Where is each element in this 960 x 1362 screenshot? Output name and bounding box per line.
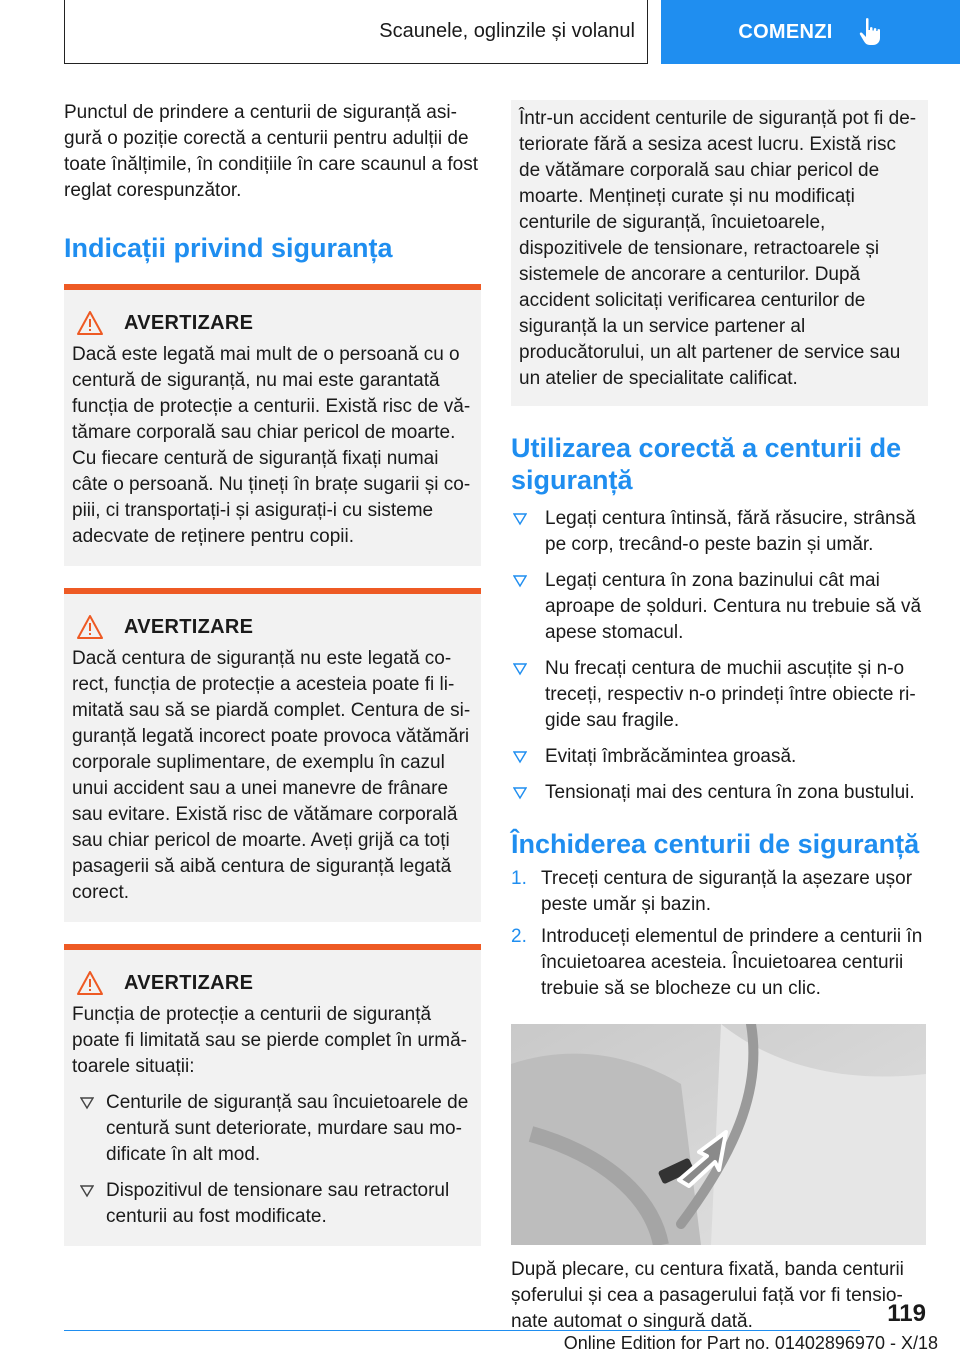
warning-triangle-icon <box>76 614 104 640</box>
warning-title: AVERTIZARE <box>124 311 254 334</box>
list-item-text: Nu frecați centura de muchii ascuțite și n-o treceți, respectiv n-o prindeți între obiecte rigide sau fragile. <box>545 658 916 731</box>
step-text: Introduceți elementul de prindere a centurii în încuietoarea acesteia. Încuietoarea centurii trebuie să se blocheze cu un clic. <box>541 926 923 999</box>
step-item <box>511 924 928 1002</box>
list-item-text: Dispozitivul de tensionare sau retractorul centurii au fost modificate. <box>106 1180 450 1227</box>
section-title-safety: Indicații privind siguranța <box>64 233 393 263</box>
list-item <box>511 656 928 734</box>
list-item <box>511 506 928 558</box>
section-title-fastening: Închiderea centurii de siguranță <box>511 829 920 859</box>
warning-box-2 <box>64 588 481 922</box>
step-text: Treceți centura de siguranță la așezare ușor peste umăr și bazin. <box>541 868 913 915</box>
list-item <box>72 1178 473 1230</box>
section-title-correct-use: Utilizarea corectă a centurii de siguranță <box>511 433 902 495</box>
warning-header <box>72 308 473 338</box>
triangle-bullet-icon <box>513 574 527 588</box>
list-item <box>72 1090 473 1168</box>
left-column <box>64 100 481 1246</box>
intro-paragraph: Punctul de prindere a centurii de siguranță asigură o poziție corectă a centurii pentru adulții de toate înălțimile, în condițiile în care scaunul a fost reglat corespunzător. <box>64 102 479 201</box>
triangle-bullet-icon <box>513 750 527 764</box>
list-item-text: Tensionați mai des centura în zona bustului. <box>545 782 915 803</box>
warning-title: AVERTIZARE <box>124 971 254 994</box>
warning-text: Dacă este legată mai mult de o persoană cu o centură de siguranță, nu mai este garantată funcția de protecție a centurii. Există risc de vătămare corporală sau chiar pericol de moarte. Cu fiecare centură de siguranță fixați numai câte o persoană. Nu țineți în brațe sugarii și copiii, ci transportați-i și asigurați-i cu sisteme adecvate de reținere pentru copii. <box>72 344 471 547</box>
warning-continued-text: Într-un accident centurile de siguranță pot fi deteriorate fără a sesiza acest lucru. Există risc de vătămare corporală sau chiar pericol de moarte. Mențineți curate și nu modificați centurile de siguranță, încuietoarele, dispozitivele de tensionare, retractoarele și sistemele de ancorare a centurilor. După accident solicitați verificarea centurilor de siguranță la un service partener al producătorului, un alt partener de service sau un atelier de specialitate calificat. <box>519 108 917 389</box>
step-item <box>511 866 928 918</box>
list-item <box>511 568 928 646</box>
after-photo-text: După plecare, cu centura fixată, banda centurii șoferului și cea a pasagerului față vor fi tensionate automat o singură dată. <box>511 1259 904 1332</box>
warning-box-3 <box>64 944 481 1246</box>
triangle-bullet-icon <box>513 512 527 526</box>
warning-header <box>72 968 473 998</box>
seatbelt-buckle-photo <box>511 1024 926 1245</box>
warning-text: Funcția de protecție a centurii de siguranță poate fi limitată sau se pierde complet în următoarele situații: <box>72 1004 467 1077</box>
page-number: 119 <box>887 1300 926 1327</box>
step-number: 1. <box>511 868 527 889</box>
warning-triangle-icon <box>76 970 104 996</box>
warning-box-1 <box>64 284 481 566</box>
list-item <box>511 780 928 806</box>
warning-header <box>72 612 473 642</box>
correct-use-list <box>511 506 928 806</box>
list-item <box>511 744 928 770</box>
step-number: 2. <box>511 926 527 947</box>
triangle-bullet-icon <box>513 662 527 676</box>
section-tab-label: COMENZI <box>738 20 833 43</box>
list-item-text: Legați centura în zona bazinului cât mai aproape de șolduri. Centura nu trebuie să vă apese stomacul. <box>545 570 922 643</box>
section-tab-comenzi[interactable] <box>661 0 960 64</box>
footer-divider <box>64 1330 860 1331</box>
warning-triangle-icon <box>76 310 104 336</box>
triangle-bullet-icon <box>80 1096 94 1110</box>
list-item-text: Centurile de siguranță sau încuietoarele de centură sunt deteriorate, murdare sau modificate în alt mod. <box>106 1092 469 1165</box>
chapter-header <box>64 0 648 64</box>
fastening-steps <box>511 866 928 1002</box>
warning-list <box>72 1090 473 1230</box>
warning-title: AVERTIZARE <box>124 615 254 638</box>
triangle-bullet-icon <box>513 786 527 800</box>
warning-continued-box <box>511 100 928 406</box>
chapter-title: Scaunele, oglinzile și volanul <box>379 20 635 42</box>
triangle-bullet-icon <box>80 1184 94 1198</box>
list-item-text: Evitați îmbrăcămintea groasă. <box>545 746 797 767</box>
warning-text: Dacă centura de siguranță nu este legată corect, funcția de protecție a acesteia poate fi limitată sau să se piardă complet. Centura de siguranță legată incorect poate provoca vătămări corporale suplimentare, de exemplu în cazul unui accident sau a unei manevre de frânare sau evitare. Există risc de vătămare corporală sau chiar pericol de moarte. Aveți grijă ca toți pasagerii să aibă centura de siguranță legată corect. <box>72 648 471 903</box>
pointing-hand-icon <box>857 17 883 47</box>
seatbelt-illustration <box>511 1024 926 1245</box>
right-column <box>511 100 928 1335</box>
list-item-text: Legați centura întinsă, fără răsucire, strânsă pe corp, trecând-o peste bazin și umăr. <box>545 508 916 555</box>
footer-edition: Online Edition for Part no. 01402896970 - X/18 <box>563 1333 938 1353</box>
